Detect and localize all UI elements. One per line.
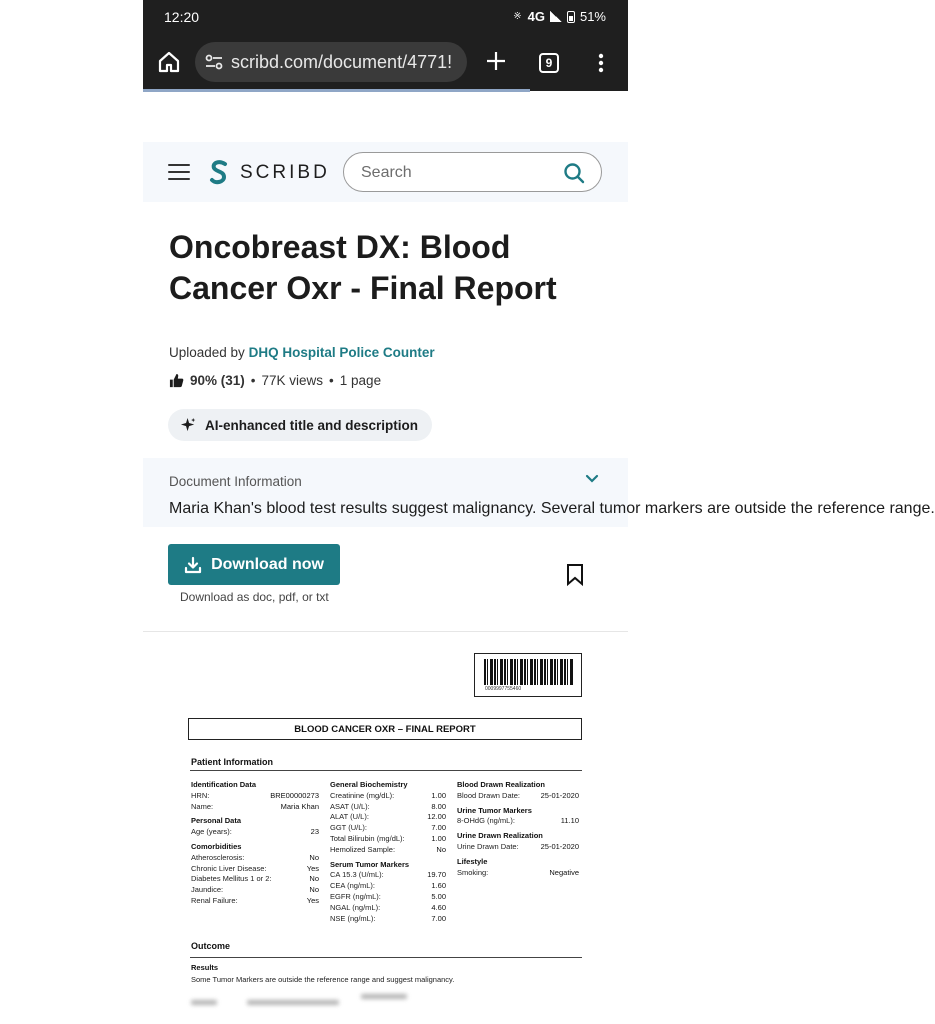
report-row	[457, 842, 579, 853]
patient-information-heading: Patient Information	[191, 757, 274, 767]
report-section-heading: Urine Tumor Markers	[457, 805, 532, 815]
report-row	[191, 896, 319, 907]
report-row-value: 23	[310, 827, 319, 837]
report-row-label: Creatinine (mg/dL):	[330, 790, 395, 800]
results-text: Some Tumor Markers are outside the reference range and suggest malignancy.	[191, 975, 455, 984]
report-row-label: EGFR (ng/mL):	[330, 891, 381, 901]
sparkle-icon	[180, 417, 197, 434]
uploader-link[interactable]: DHQ Hospital Police Counter	[248, 345, 435, 360]
scribd-logo-icon[interactable]	[207, 159, 231, 185]
download-label: Download now	[211, 555, 324, 573]
report-row	[330, 845, 446, 856]
site-header	[143, 142, 628, 202]
report-row-value: Negative	[549, 867, 579, 877]
report-row-label: NSE (ng/mL):	[330, 913, 376, 923]
report-row	[457, 791, 579, 802]
report-row-label: Smoking:	[457, 867, 489, 877]
report-row-value: No	[436, 844, 446, 854]
uploaded-by	[169, 345, 435, 360]
report-row	[191, 791, 319, 802]
report-row-label: Hemolized Sample:	[330, 844, 396, 854]
network-type: 4G	[527, 9, 545, 24]
report-row	[330, 903, 446, 914]
report-row-value: Yes	[306, 863, 319, 873]
report-section-heading: Blood Drawn Realization	[457, 780, 545, 789]
results-heading: Results	[191, 963, 219, 972]
document-information-panel[interactable]	[143, 458, 935, 527]
report-row-value: Yes	[306, 895, 319, 905]
bluetooth-icon: ※	[513, 11, 523, 22]
report-row-label: Name:	[191, 801, 214, 811]
thumbs-up-icon	[169, 373, 184, 388]
search-input[interactable]	[361, 163, 541, 183]
report-row	[330, 870, 446, 881]
browser-toolbar	[143, 34, 628, 91]
rating: 90% (31)	[190, 373, 245, 388]
report-column-2	[330, 780, 446, 924]
report-row	[191, 802, 319, 813]
bookmark-icon[interactable]	[566, 563, 584, 586]
report-row-value: No	[309, 852, 319, 862]
report-row-value: 11.10	[560, 816, 579, 826]
report-title: BLOOD CANCER OXR – FINAL REPORT	[188, 718, 582, 740]
uploaded-by-prefix: Uploaded by	[169, 345, 245, 360]
report-row	[330, 914, 446, 925]
report-row-value: 7.00	[431, 913, 446, 923]
report-row	[330, 892, 446, 903]
section-rule	[190, 957, 582, 958]
report-section-heading: Urine Drawn Realization	[457, 831, 543, 841]
battery-level: 51%	[579, 9, 606, 24]
report-row-value: 7.00	[431, 823, 446, 833]
report-row	[457, 868, 579, 879]
report-row-label: GGT (U/L):	[330, 823, 367, 833]
report-row	[191, 885, 319, 896]
report-row-label: Age (years):	[191, 827, 232, 837]
report-row-value: 1.00	[431, 833, 446, 843]
scribd-logo-text[interactable]: SCRIBD	[240, 162, 330, 183]
report-row	[330, 812, 446, 823]
report-row-value: 8.00	[431, 801, 446, 811]
battery-icon	[567, 11, 575, 23]
report-row-label: Atherosclerosis:	[191, 852, 245, 862]
barcode-bars	[484, 659, 574, 685]
report-row-value: Maria Khan	[280, 801, 319, 811]
search-box[interactable]	[343, 152, 602, 192]
download-formats-text: Download as doc, pdf, or txt	[180, 590, 329, 604]
ai-enhanced-badge[interactable]	[168, 409, 432, 441]
document-description: Maria Khan's blood test results suggest malignancy. Several tumor markers are outside the reference range.	[169, 500, 935, 517]
page-load-progress	[143, 89, 530, 92]
report-row-value: BRE00000273	[270, 790, 319, 800]
report-row-label: Jaundice:	[191, 885, 224, 895]
report-row-label: ALAT (U/L):	[330, 812, 369, 822]
report-column-1	[191, 780, 319, 907]
report-row-label: Blood Drawn Date:	[457, 790, 520, 800]
address-bar[interactable]	[195, 42, 467, 82]
blurred-content	[191, 994, 451, 1008]
report-row-value: No	[309, 874, 319, 884]
barcode	[474, 653, 582, 697]
url-text: scribd.com/document/4771!	[231, 51, 453, 72]
report-section-heading: Identification Data	[191, 780, 257, 789]
section-rule	[190, 770, 582, 771]
report-row	[457, 816, 579, 827]
report-row-value: 1.60	[431, 881, 446, 891]
tab-switcher-button[interactable]: 9	[539, 53, 559, 73]
report-row	[330, 791, 446, 802]
document-title: Oncobreast DX: Blood Cancer Oxr - Final Report	[169, 229, 557, 306]
document-information-label: Document Information	[169, 474, 302, 489]
report-row	[330, 881, 446, 892]
report-row-value: 25-01-2020	[540, 790, 579, 800]
report-row-value: 5.00	[431, 891, 446, 901]
report-row-label: NGAL (ng/mL):	[330, 902, 381, 912]
report-row-label: HRN:	[191, 790, 210, 800]
status-time: 12:20	[164, 9, 200, 25]
report-row	[191, 874, 319, 885]
view-count: 77K views	[261, 373, 324, 388]
site-settings-icon[interactable]	[204, 52, 224, 72]
report-row	[191, 827, 319, 838]
report-row-label: Renal Failure:	[191, 895, 238, 905]
more-menu-icon[interactable]	[592, 52, 610, 74]
search-icon[interactable]	[563, 162, 585, 184]
chevron-down-icon[interactable]	[585, 474, 599, 484]
report-row-value: 12.00	[427, 812, 446, 822]
new-tab-icon[interactable]	[483, 48, 509, 74]
report-row-label: 8-OHdG (ng/mL):	[457, 816, 515, 826]
report-section-heading: Serum Tumor Markers	[330, 859, 410, 869]
report-row-label: Urine Drawn Date:	[457, 841, 519, 851]
download-icon	[184, 556, 202, 574]
report-row-value: 19.70	[427, 870, 446, 880]
report-row	[330, 834, 446, 845]
separator-dot: •	[250, 373, 256, 388]
report-row-label: Diabetes Mellitus 1 or 2:	[191, 874, 272, 884]
report-row-value: No	[309, 885, 319, 895]
report-row	[191, 864, 319, 875]
report-row-value: 4.60	[431, 902, 446, 912]
signal-icon	[550, 11, 562, 22]
barcode-number: 0009997755460	[485, 686, 522, 692]
report-row	[330, 823, 446, 834]
report-section-heading: Comorbidities	[191, 841, 242, 851]
report-row	[330, 802, 446, 813]
report-row-label: CA 15.3 (U/mL):	[330, 870, 384, 880]
report-row-value: 1.00	[431, 790, 446, 800]
report-row-label: ASAT (U/L):	[330, 801, 370, 811]
page-count: 1 page	[339, 373, 382, 388]
report-row	[191, 853, 319, 864]
report-row-label: Chronic Liver Disease:	[191, 863, 267, 873]
report-section-heading: Personal Data	[191, 816, 242, 826]
phone-screen	[143, 0, 935, 1024]
status-icons	[513, 9, 606, 24]
home-icon[interactable]	[157, 50, 181, 74]
download-now-button[interactable]	[168, 544, 340, 585]
status-bar	[143, 0, 628, 34]
hamburger-menu-icon[interactable]	[168, 164, 190, 180]
report-section-heading: Lifestyle	[457, 856, 488, 866]
report-column-3	[457, 780, 579, 878]
document-stats	[169, 373, 381, 388]
report-section-heading: General Biochemistry	[330, 780, 408, 789]
ai-badge-label: AI-enhanced title and description	[205, 417, 419, 433]
report-row-value: 25-01-2020	[540, 841, 579, 851]
separator-dot: •	[329, 373, 334, 388]
report-row-label: Total Bilirubin (mg/dL):	[330, 833, 405, 843]
outcome-heading: Outcome	[191, 941, 231, 951]
report-row-label: CEA (ng/mL):	[330, 881, 376, 891]
document-preview[interactable]	[143, 632, 628, 1024]
